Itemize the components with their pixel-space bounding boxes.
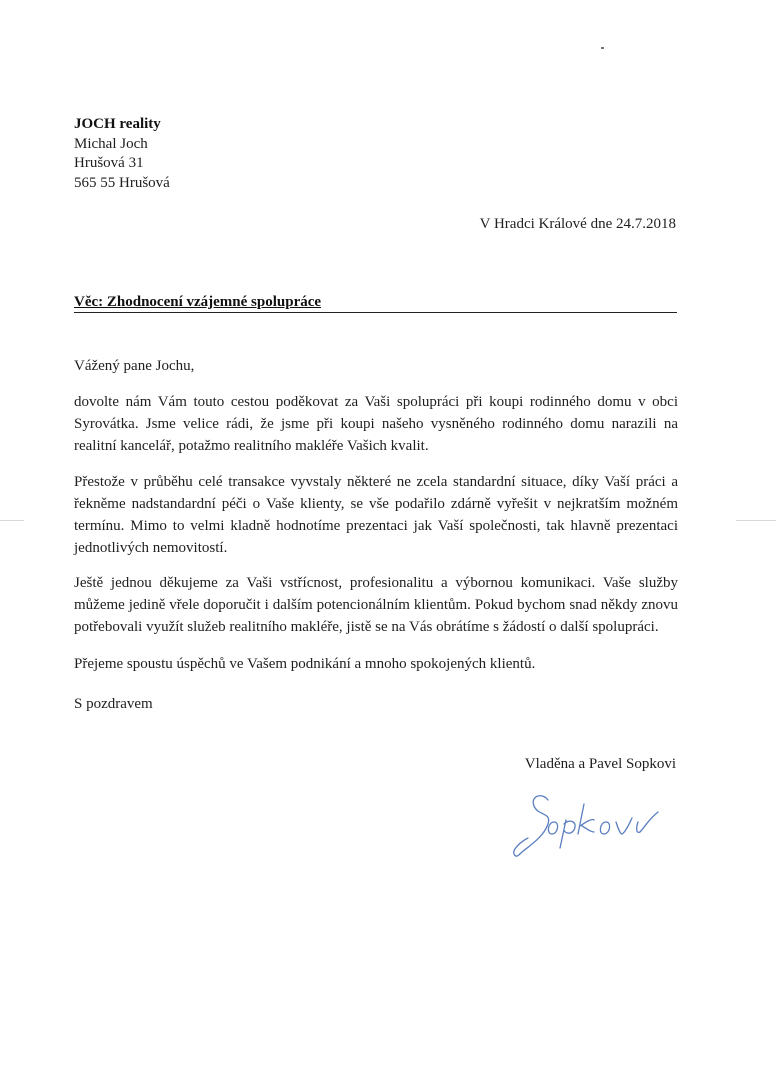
scan-speck [601,47,604,49]
subject-text: Věc: Zhodnocení vzájemné spolupráce [74,294,322,310]
body-paragraph-3: Ještě jednou děkujeme za Vaši vstřícnost, profesionalitu a výbornou komunikaci. Vaše služby můžeme jedině vřele doporučit i dalším potencionálním klientům. Pokud bychom snad někdy znovu potřebovali využít služeb realitního makléře, jistě se na Vás obrátíme s žádostí o další spolupráci. [74,575,678,635]
sender-address [74,115,170,193]
handwritten-signature [508,782,668,862]
place-and-date: V Hradci Králové dne 24.7.2018 [479,216,676,232]
sender-company: JOCH reality [74,116,161,132]
scan-edge-mark-right [736,520,776,521]
subject-line [74,292,677,313]
closing-wish: Přejeme spoustu úspěchů ve Vašem podnikání a mnoho spokojených klientů. [74,656,536,672]
signer-names: Vladěna a Pavel Sopkovi [524,756,676,772]
salutation: Vážený pane Jochu, [74,358,195,374]
body-paragraph-1: dovolte nám Vám touto cestou poděkovat za Vaši spolupráci při koupi rodinného domu v obci Syrovátka. Jsme velice rádi, že jsme při koupi našeho vysněného rodinného domu narazili na realitní kancelář, potažmo realitního makléře Vašich kvalit. [74,394,678,454]
regards: S pozdravem [74,696,153,712]
scan-edge-mark-left [0,520,24,521]
sender-name: Michal Joch [74,135,148,152]
body-paragraph-2: Přestože v průběhu celé transakce vyvstaly některé ne zcela standardní situace, díky Vaší práci a řekněme nadstandardní péči o Vaše klienty, se vše podařilo zdárně vyřešit v nejkratším možném termínu. Mimo to velmi kladně hodnotíme prezentaci jak Vaší společnosti, tak hlavně prezentaci jednotlivých nemovitostí. [74,474,678,556]
sender-city: 565 55 Hrušová [74,174,170,191]
signature-strokes [514,796,658,856]
sender-street: Hrušová 31 [74,155,144,171]
